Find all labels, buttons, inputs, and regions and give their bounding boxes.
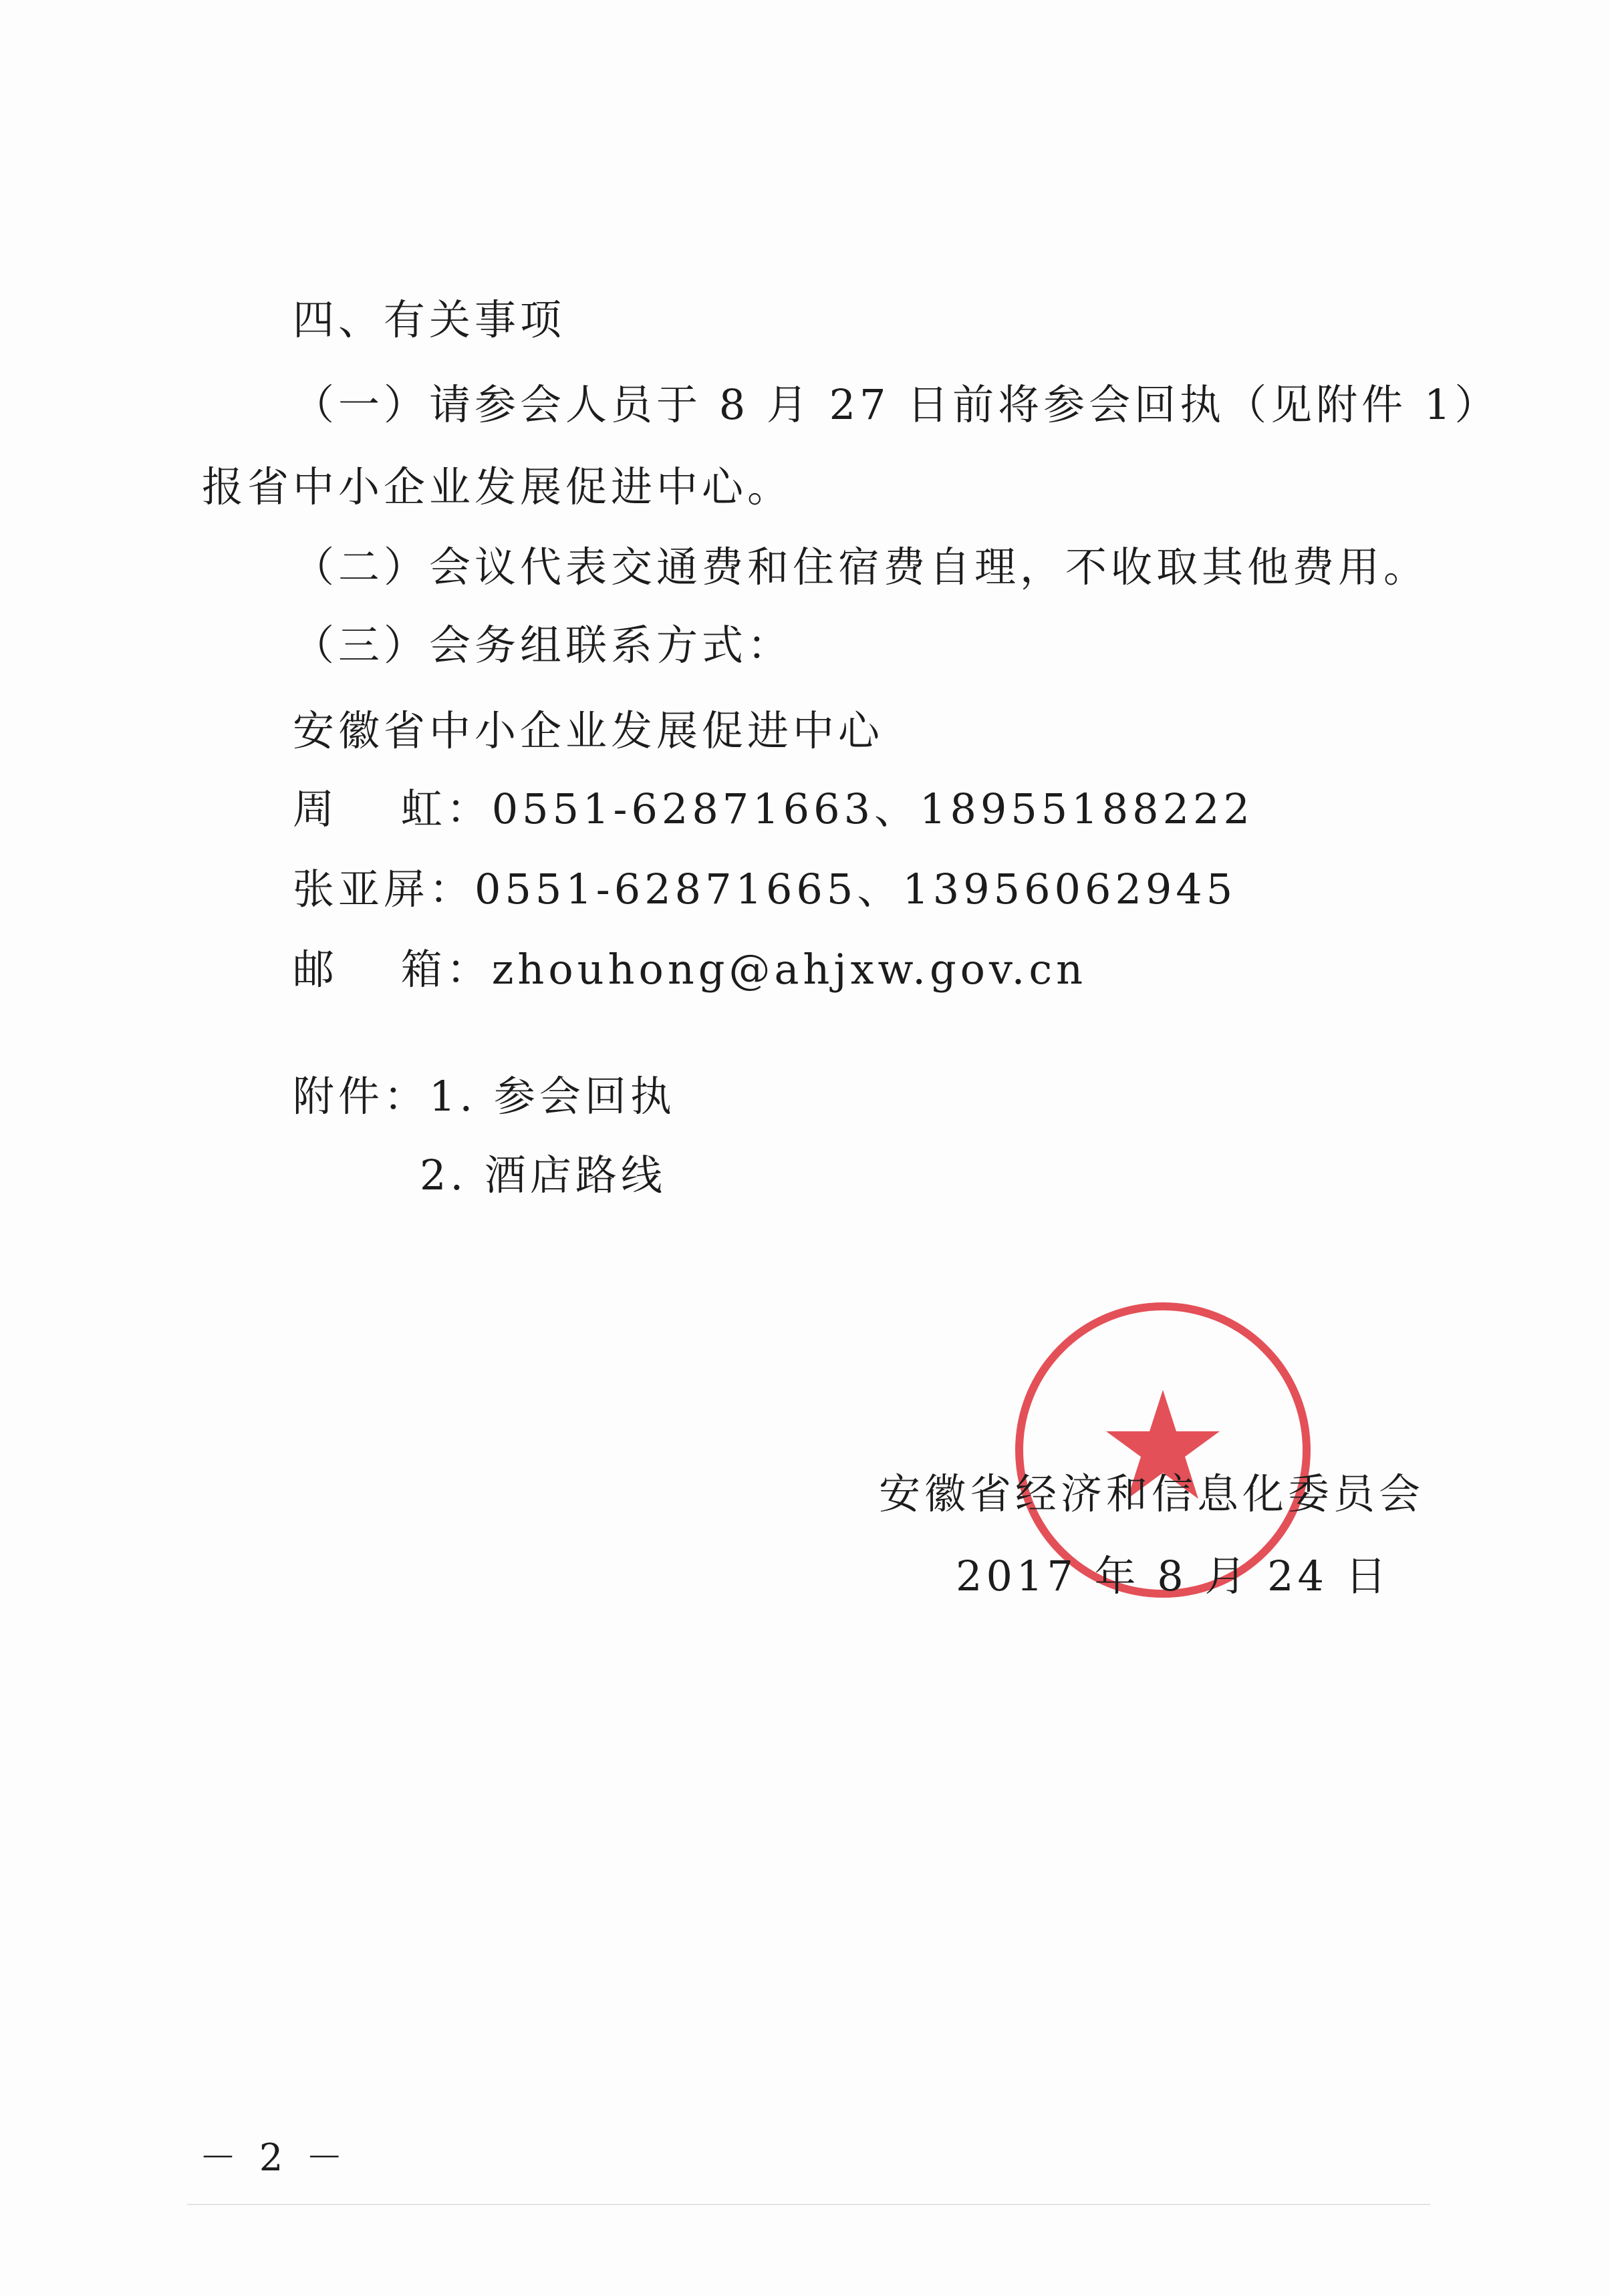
contact-organization: 安徽省中小企业发展促进中心 bbox=[293, 706, 884, 755]
contact-label: 周 虹： bbox=[293, 784, 492, 833]
contact-row-zhang bbox=[293, 865, 1237, 913]
attachment-item: 2. 酒店路线 bbox=[420, 1151, 666, 1199]
contact-label: 邮 箱： bbox=[293, 945, 492, 994]
contact-row-email bbox=[293, 945, 1087, 994]
attachments-row-1 bbox=[293, 1072, 676, 1121]
section-heading: 四、有关事项 bbox=[293, 295, 566, 344]
attachments-label: 附件： bbox=[293, 1072, 430, 1121]
contact-value: 0551-62871663、18955188222 bbox=[491, 784, 1254, 833]
issue-date: 2017 年 8 月 24 日 bbox=[956, 1552, 1391, 1600]
item-1-line-2: 报省中小企业发展促进中心。 bbox=[202, 462, 793, 511]
item-3-line-1: （三）会务组联系方式： bbox=[293, 621, 793, 670]
item-1-line-1: （一）请参会人员于 8 月 27 日前将参会回执（见附件 1） bbox=[293, 380, 1500, 429]
item-2-line-1: （二）会议代表交通费和住宿费自理，不收取其他费用。 bbox=[293, 543, 1430, 591]
contact-value: 0551-62871665、13956062945 bbox=[475, 865, 1237, 913]
contact-row-zhou bbox=[293, 784, 1254, 833]
issuer-name: 安徽省经济和信息化委员会 bbox=[879, 1469, 1425, 1518]
contact-value: zhouhong@ahjxw.gov.cn bbox=[491, 945, 1087, 994]
bottom-rule bbox=[187, 2204, 1430, 2205]
page-number: － 2 － bbox=[199, 2136, 349, 2180]
attachment-item: 1. 参会回执 bbox=[429, 1072, 676, 1121]
contact-label: 张亚屏： bbox=[293, 865, 475, 913]
